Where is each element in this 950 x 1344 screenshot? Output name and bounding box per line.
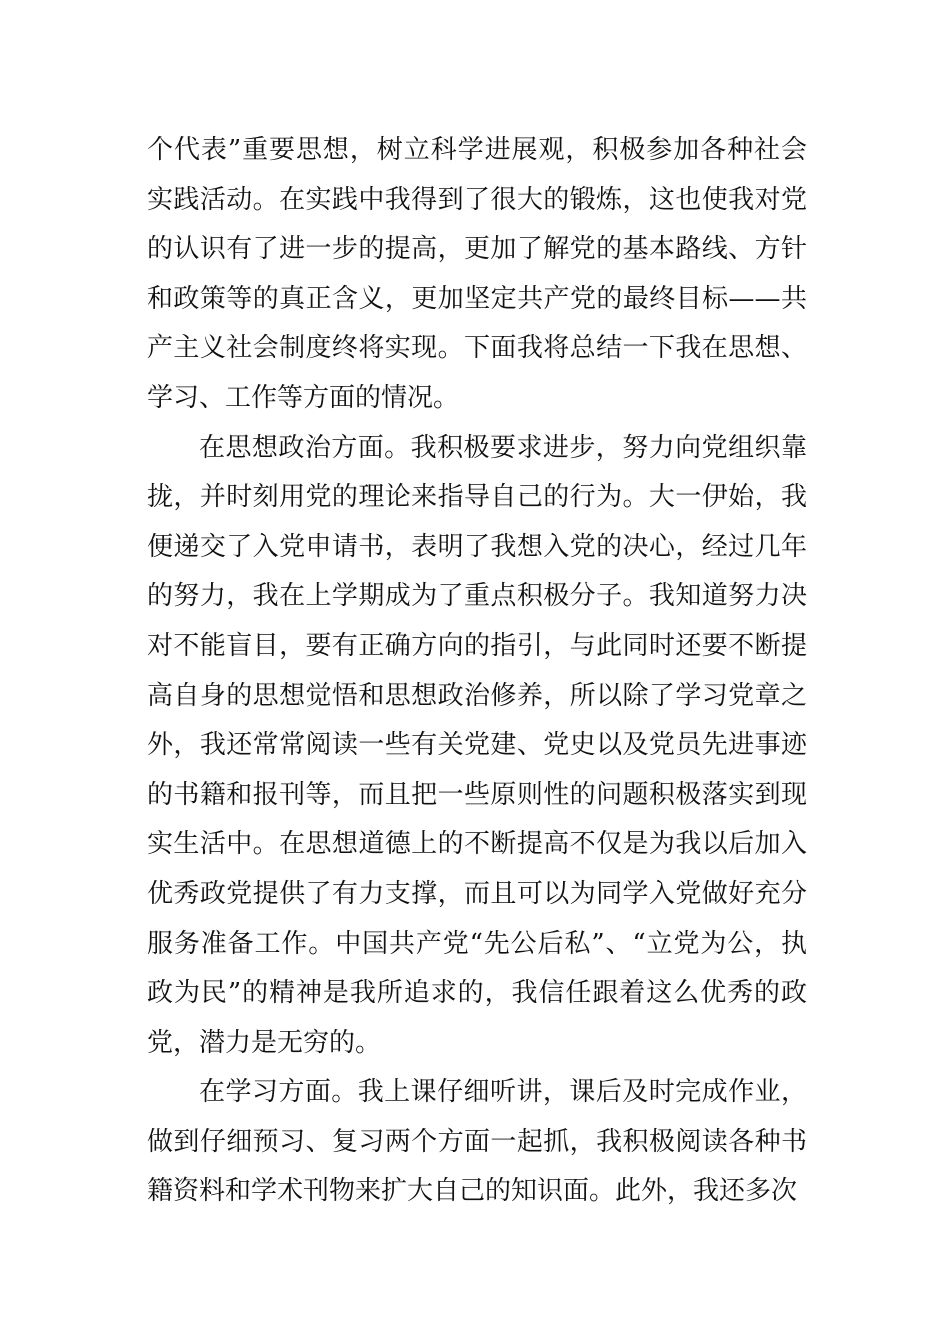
paragraph-ideology-politics: 在思想政治方面。我积极要求进步，努力向党组织靠拢，并时刻用党的理论来指导自己的行为。大一伊始，我便递交了入党申请书，表明了我想入党的决心，经过几年的努力，我在上学期成为了重点积极分子。我知道努力决对不能盲目，要有正确方向的指引，与此同时还要不断提高自身的思想觉悟和思想政治修养，所以除了学习党章之外，我还常常阅读一些有关党建、党史以及党员先进事迹的书籍和报刊等，而且把一些原则性的问题积极落实到现实生活中。在思想道德上的不断提高不仅是为我以后加入优秀政党提供了有力支撑，而且可以为同学入党做好充分服务准备工作。中国共产党“先公后私”、“立党为公，执政为民”的精神是我所追求的，我信任跟着这么优秀的政党，潜力是无穷的。	[147, 432, 807, 1058]
paragraph-intro-continuation: 个代表”重要思想，树立科学进展观，积极参加各种社会实践活动。在实践中我得到了很大的锻炼，这也使我对党的认识有了进一步的提高，更加了解党的基本路线、方针和政策等的真正含义，更加坚定共产党的最终目标——共产主义社会制度终将实现。下面我将总结一下我在思想、学习、工作等方面的情况。	[147, 135, 807, 413]
document-body	[147, 126, 807, 1217]
paragraph-study: 在学习方面。我上课仔细听讲，课后及时完成作业，做到仔细预习、复习两个方面一起抓，我积极阅读各种书籍资料和学术刊物来扩大自己的知识面。此外，我还多次	[147, 1077, 807, 1207]
